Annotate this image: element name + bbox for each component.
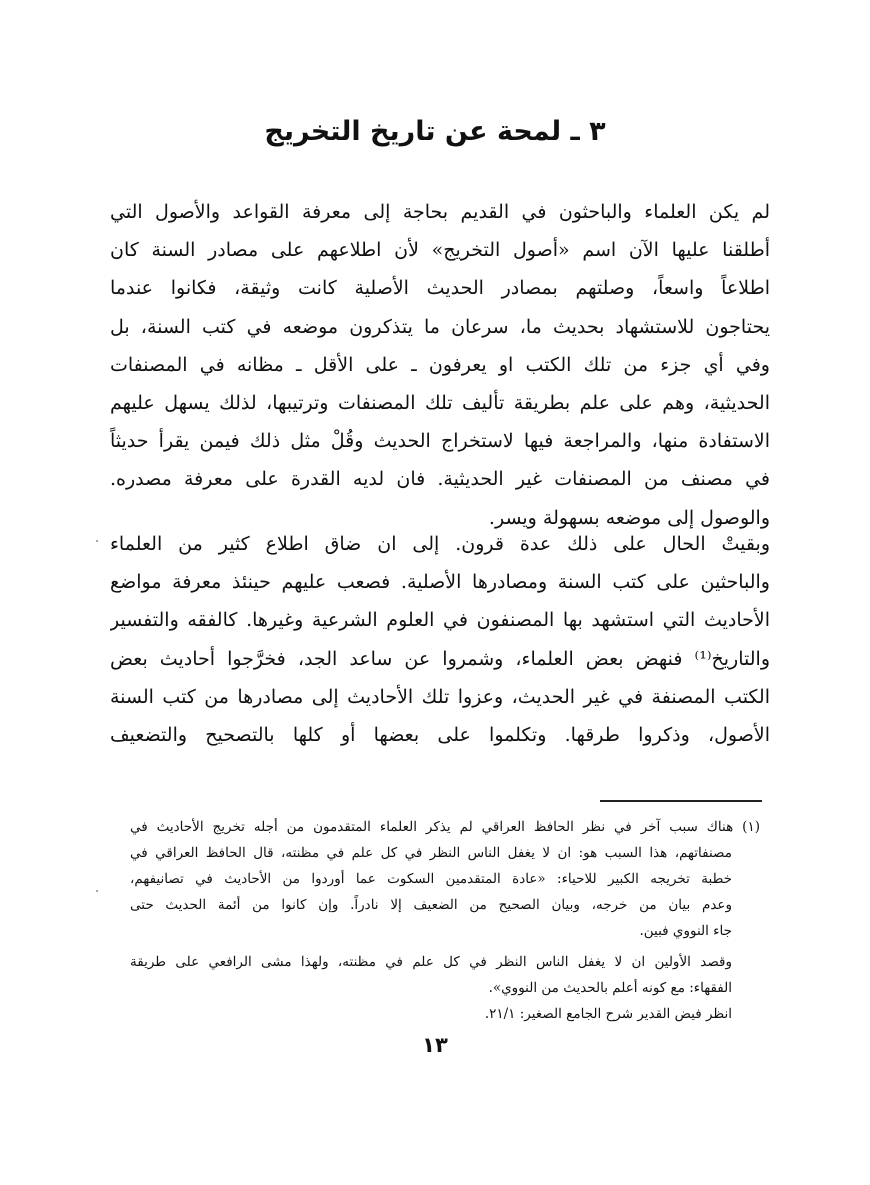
footnote-line: جاء النووي فبين. <box>639 923 732 939</box>
scan-speck <box>96 540 98 542</box>
text-line: الأصول، وذكروا طرقها. وتكلموا على بعضها أو كلها بالتصحيح والتضعيف <box>110 723 770 746</box>
text-line: الكتب المصنفة في غير الحديث، وعزوا تلك الأحاديث إلى مصادرها من كتب السنة <box>110 685 770 708</box>
text-line: اطلاعاً واسعاً، وصلتهم بمصادر الحديث الأصلية كانت وثيقة، فكانوا عندما <box>110 277 770 300</box>
text-line: وفي أي جزء من تلك الكتب او يعرفون ـ على الأقل ـ مظانه في المصنفات <box>110 353 770 376</box>
text-line: الأحاديث التي استشهد بها المصنفون في العلوم الشرعية وغيرها. كالفقه والتفسير <box>110 609 770 632</box>
footnote-line: وقصد الأولين ان لا يغفل الناس النظر في كل علم في مظنته، ولهذا مشى الرافعي على طريقة <box>130 954 732 970</box>
paragraph-2 <box>110 525 770 754</box>
paragraph-1 <box>110 193 770 537</box>
footnote-line: (١) هناك سبب آخر في نظر الحافظ العراقي لم يذكر العلماء المتقدمون من أجله تخريج الأحاديث في <box>130 819 760 835</box>
text-line: والباحثين على كتب السنة ومصادرها الأصلية. فصعب عليهم حينئذ معرفة مواضع <box>110 571 770 594</box>
footnote-line: وعدم بيان من خرجه، وبيان الصحيح من الضعيف إلا نادراً. وإن كانوا من أئمة الحديث حتى <box>130 897 732 913</box>
text-line: في مصنف من المصنفات غير الحديثية. فان لديه القدرة على معرفة مصدره. <box>110 468 770 491</box>
text-line: والتاريخ⁽¹⁾ فنهض بعض العلماء، وشمروا عن ساعد الجد، فخرَّجوا أحاديث بعض <box>110 647 770 670</box>
text-line: أطلقنا عليها الآن اسم «أصول التخريج» لأن اطلاعهم على مصادر السنة كان <box>110 239 770 262</box>
section-heading: ٣ ـ لمحة عن تاريخ التخريج <box>264 116 606 147</box>
footnote-line: الفقهاء: مع كونه أعلم بالحديث من النووي». <box>488 980 732 996</box>
text-line: يحتاجون للاستشهاد بحديث ما، سرعان ما يتذكرون موضعه في كتب السنة، بل <box>110 315 770 338</box>
footnote-line: مصنفاتهم، هذا السبب هو: ان لا يغفل الناس النظر في كل علم في مظنته، قال الحافظ العراقي في <box>130 845 732 861</box>
text-line: لم يكن العلماء والباحثون في القديم بحاجة إلى معرفة القواعد والأصول التي <box>110 201 770 223</box>
text-line: الحديثية، وهم على علم بطريقة تأليف تلك المصنفات وترتيبها، لذلك يسهل عليهم <box>110 391 770 414</box>
text-line: والوصول إلى موضعه بسهولة ويسر. <box>488 506 770 529</box>
page-number: ١٣ <box>422 1033 448 1057</box>
footnote-line: خطبة تخريجه الكبير للاحياء: «عادة المتقدمين السكوت عما أوردوا من الأحاديث في تصانيفهم، <box>130 871 732 887</box>
footnotes <box>130 814 760 1027</box>
footnote-source: انظر فيض القدير شرح الجامع الصغير: ٢١/١. <box>484 1006 732 1022</box>
text-line: الاستفادة منها، والمراجعة فيها لاستخراج الحديث وقُلْ مثل ذلك فيمن يقرأ حديثاً <box>110 430 770 453</box>
footnote-separator <box>600 800 762 802</box>
text-line: وبقيتْ الحال على ذلك عدة قرون. إلى ان ضاق اطلاع كثير من العلماء <box>110 533 770 555</box>
scan-speck <box>96 890 98 892</box>
